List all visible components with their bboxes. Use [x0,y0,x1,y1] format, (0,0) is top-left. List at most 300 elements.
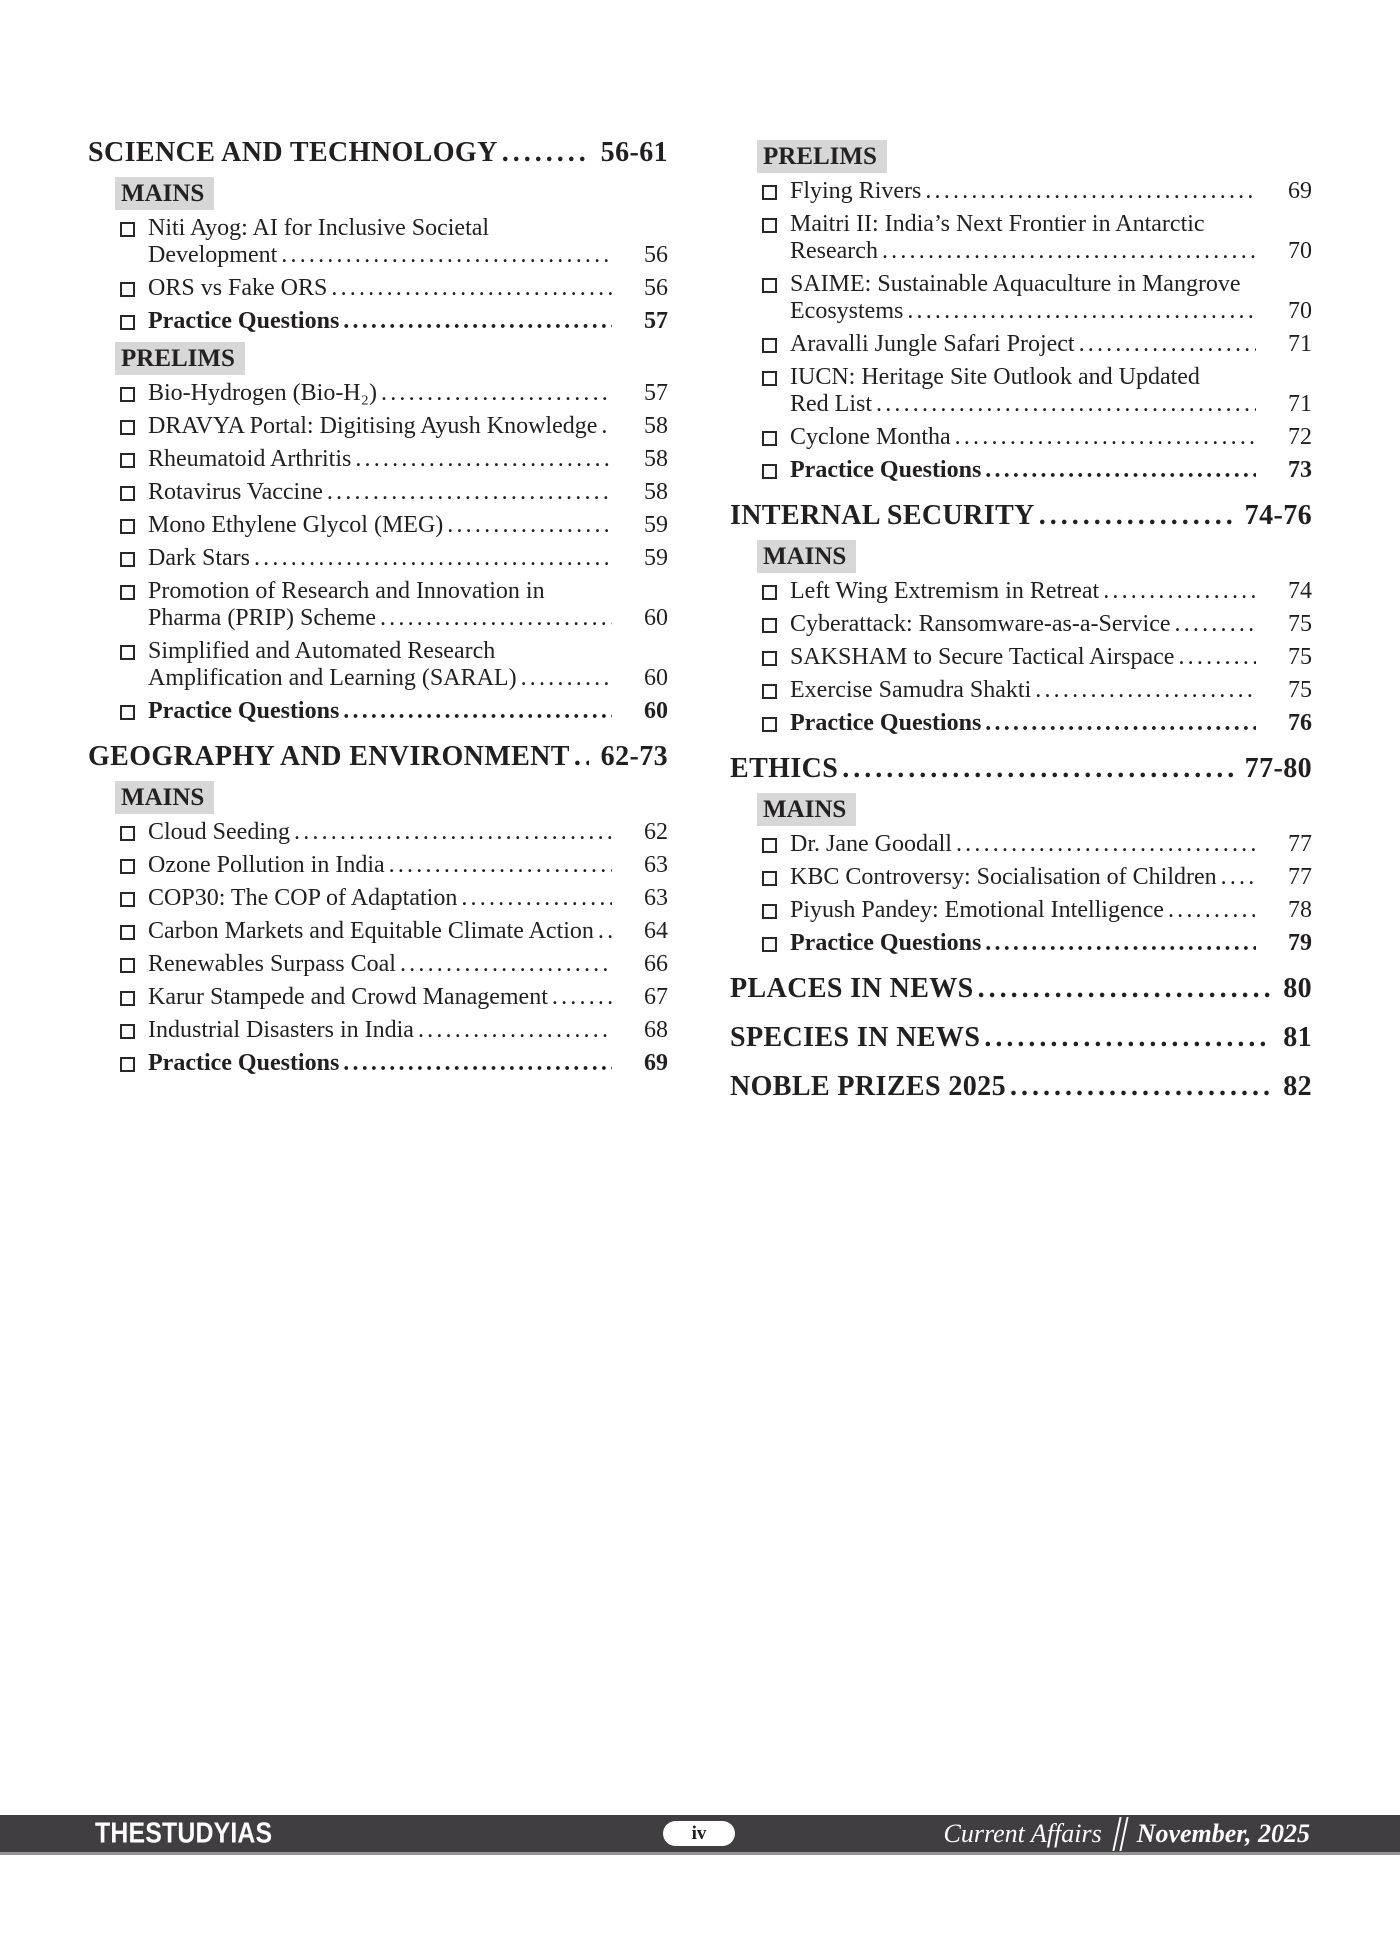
item-text: Practice Questions [790,457,982,483]
dot-leader [396,951,612,978]
item-text: Mono Ethylene Glycol (MEG) [148,512,444,538]
toc-item[interactable] [118,308,668,335]
dot-leader [980,1021,1271,1055]
page-number: 62 [644,819,668,845]
page-number: 60 [644,698,668,724]
group-label: PRELIMS [115,342,245,375]
toc-item-body [148,479,668,506]
toc-item[interactable] [760,578,1312,605]
item-text: Rotavirus Vaccine [148,479,323,505]
item-text: KBC Controversy: Socialisation of Children [790,864,1217,890]
item-last-line [148,413,668,440]
toc-item-body [148,215,668,269]
square-bullet-icon [120,282,135,297]
item-text: Practice Questions [148,698,340,724]
square-bullet-icon [762,278,777,293]
item-text: Maitri II: India’s Next Frontier in Antarctic [790,211,1205,237]
square-bullet-icon [762,871,777,886]
item-text: Niti Ayog: AI for Inclusive Societal [148,215,490,241]
toc-item-body [148,638,668,692]
toc-column-left [88,136,668,1083]
toc-section [730,499,1312,737]
square-bullet-icon [762,185,777,200]
dot-leader [339,1050,612,1077]
section-title: PLACES IN NEWS [730,973,974,1004]
square-bullet-icon [120,315,135,330]
item-text: Practice Questions [148,1050,340,1076]
square-bullet-icon [120,645,135,660]
section-pages: 62-73 [600,741,668,772]
square-bullet-icon [762,937,777,952]
toc-column-right [730,136,1312,1104]
page-number: 60 [644,605,668,631]
item-last-line [790,930,1312,957]
item-last-line [790,298,1312,325]
dot-leader [339,308,612,335]
item-text: Development [148,242,278,268]
toc-item[interactable] [118,885,668,912]
page-number: 75 [1288,644,1312,670]
toc-section [730,972,1312,1006]
toc-item-body [148,698,668,725]
group-label: MAINS [757,793,856,826]
toc-item-body [148,984,668,1011]
toc-item-body [148,819,668,846]
item-text: Karur Stampede and Crowd Management [148,984,548,1010]
group-label-row [757,140,1312,173]
dot-leader [981,457,1256,484]
toc-item-body [790,677,1312,704]
item-last-line [790,864,1312,891]
item-last-line [790,644,1312,671]
item-text: Cloud Seeding [148,819,290,845]
item-text: DRAVYA Portal: Digitising Ayush Knowledge [148,413,598,439]
group-label: MAINS [115,781,214,814]
square-bullet-icon [120,222,135,237]
page-number: 57 [644,380,668,406]
item-text: Dark Stars [148,545,250,571]
toc-item-body [790,364,1312,418]
square-bullet-icon [120,925,135,940]
toc-item-body [790,930,1312,957]
item-last-line [790,424,1312,451]
square-bullet-icon [762,838,777,853]
section-title-row[interactable] [730,1021,1312,1055]
group-label-row [115,177,668,210]
section-title: GEOGRAPHY AND ENVIRONMENT [88,741,570,772]
page-number: 71 [1288,331,1312,357]
toc-item[interactable] [760,611,1312,638]
section-title: INTERNAL SECURITY [730,500,1035,531]
item-text: Practice Questions [790,710,982,736]
page-number: 79 [1288,930,1312,956]
section-title-row[interactable] [730,752,1312,786]
dot-leader [1217,864,1256,891]
item-text: Pharma (PRIP) Scheme [148,605,376,631]
square-bullet-icon [762,371,777,386]
page-number: 76 [1288,710,1312,736]
dot-leader [351,446,612,473]
item-last-line [148,819,668,846]
square-bullet-icon [120,958,135,973]
page-number: 69 [644,1050,668,1076]
toc-item[interactable] [760,331,1312,358]
page-number: 75 [1288,611,1312,637]
group-label: MAINS [757,540,856,573]
section-title-row[interactable] [730,972,1312,1006]
item-text: Exercise Samudra Shakti [790,677,1032,703]
toc-item[interactable] [118,819,668,846]
dot-leader [981,710,1256,737]
section-pages: 81 [1283,1022,1312,1053]
dot-leader [498,136,589,170]
item-last-line [790,331,1312,358]
item-text: SAIME: Sustainable Aquaculture in Mangrove [790,271,1241,297]
double-slash-divider [1112,1817,1128,1851]
toc-item[interactable] [760,677,1312,704]
item-last-line [148,512,668,539]
square-bullet-icon [762,717,777,732]
page-number: 58 [644,413,668,439]
item-last-line [148,951,668,978]
dot-leader [594,918,612,945]
group-label-row [757,540,1312,573]
square-bullet-icon [762,618,777,633]
toc-item-body [148,380,668,407]
toc-section [730,1070,1312,1104]
dot-leader [570,740,589,774]
toc-section [730,140,1312,484]
toc-item-body [790,611,1312,638]
page-number: 70 [1288,238,1312,264]
square-bullet-icon [120,1024,135,1039]
section-title: ETHICS [730,753,839,784]
page-number: 56 [644,275,668,301]
section-pages: 82 [1283,1071,1312,1102]
toc-item[interactable] [760,644,1312,671]
page-number: 63 [644,885,668,911]
toc-section [88,136,668,725]
item-last-line [148,1050,668,1077]
page-number: 58 [644,479,668,505]
dot-leader [1171,611,1257,638]
toc-section [730,1021,1312,1055]
page-number: 67 [644,984,668,1010]
dot-leader [903,298,1256,325]
page-number: 74 [1288,578,1312,604]
toc-item-body [148,275,668,302]
item-text: IUCN: Heritage Site Outlook and Updated [790,364,1200,390]
page-number-roman: iv [691,1822,707,1844]
dot-leader [548,984,612,1011]
square-bullet-icon [120,1057,135,1072]
item-text: Red List [790,391,872,417]
item-text: Research [790,238,878,264]
dot-leader [1174,644,1256,671]
section-pages: 77-80 [1244,753,1312,784]
dot-leader [981,930,1256,957]
toc-item[interactable] [118,852,668,879]
section-title-row[interactable] [730,499,1312,533]
square-bullet-icon [120,991,135,1006]
item-last-line [790,831,1312,858]
square-bullet-icon [120,585,135,600]
dot-leader [872,391,1256,418]
item-text: Piyush Pandey: Emotional Intelligence [790,897,1164,923]
item-last-line [148,918,668,945]
item-text: Promotion of Research and Innovation in [148,578,545,604]
section-title: NOBLE PRIZES 2025 [730,1071,1006,1102]
item-last-line [148,698,668,725]
dot-leader [597,413,612,440]
toc-item-body [148,308,668,335]
dot-leader [1164,897,1256,924]
page-number: 66 [644,951,668,977]
toc-item-body [148,413,668,440]
page-number: 77 [1288,831,1312,857]
square-bullet-icon [120,705,135,720]
item-last-line [790,391,1312,418]
page-number: 63 [644,852,668,878]
toc-item[interactable] [760,364,1312,418]
toc-item-body [790,831,1312,858]
toc-item-body [790,178,1312,205]
item-text: Bio-Hydrogen (Bio-H₂) [148,380,377,406]
toc-item[interactable] [118,275,668,302]
toc-item[interactable] [760,211,1312,265]
square-bullet-icon [120,552,135,567]
dot-leader [376,605,612,632]
page-number: 59 [644,545,668,571]
page-number: 75 [1288,677,1312,703]
square-bullet-icon [762,585,777,600]
item-text: Industrial Disasters in India [148,1017,414,1043]
toc-item-body [148,951,668,978]
toc-item[interactable] [118,446,668,473]
toc-item-body [148,1050,668,1077]
page-number: 64 [644,918,668,944]
dot-leader [517,665,612,692]
toc-item-body [148,1017,668,1044]
dot-leader [414,1017,612,1044]
issue-date: November, 2025 [1136,1818,1310,1848]
page-number: 56 [644,242,668,268]
square-bullet-icon [762,218,777,233]
square-bullet-icon [762,684,777,699]
toc-item-body [790,864,1312,891]
item-text: Rheumatoid Arthritis [148,446,352,472]
item-last-line [790,677,1312,704]
dot-leader [323,479,612,506]
item-text: SAKSHAM to Secure Tactical Airspace [790,644,1175,670]
item-text: Left Wing Extremism in Retreat [790,578,1100,604]
toc-item[interactable] [760,271,1312,325]
toc-item[interactable] [118,413,668,440]
square-bullet-icon [762,904,777,919]
item-last-line [790,457,1312,484]
item-text: Practice Questions [790,930,982,956]
brand-logo: THESTUDYIAS [95,1817,273,1849]
toc-item[interactable] [118,1050,668,1077]
group-label: MAINS [115,177,214,210]
item-text: Practice Questions [148,308,340,334]
toc-item[interactable] [118,951,668,978]
square-bullet-icon [762,431,777,446]
dot-leader [250,545,612,572]
toc-item[interactable] [118,918,668,945]
toc-item[interactable] [760,897,1312,924]
item-text: COP30: The COP of Adaptation [148,885,458,911]
publication-name: Current Affairs [943,1818,1102,1848]
toc-item[interactable] [118,578,668,632]
footer-meta [943,1815,1310,1852]
page-number: 60 [644,665,668,691]
square-bullet-icon [762,651,777,666]
item-last-line [790,178,1312,205]
toc-item[interactable] [118,215,668,269]
toc-item[interactable] [118,380,668,407]
dot-leader [277,242,612,269]
toc-item[interactable] [760,831,1312,858]
item-last-line [148,885,668,912]
toc-item[interactable] [760,457,1312,484]
page-number: 59 [644,512,668,538]
toc-item-body [148,885,668,912]
item-last-line [790,897,1312,924]
page-number-pill [663,1821,735,1846]
dot-leader [327,275,612,302]
section-pages: 80 [1283,973,1312,1004]
group-label-row [115,781,668,814]
dot-leader [385,852,612,879]
dot-leader [1006,1070,1271,1104]
item-last-line [790,578,1312,605]
group-label-row [757,793,1312,826]
page-number: 73 [1288,457,1312,483]
toc-item[interactable] [760,178,1312,205]
dot-leader [952,831,1256,858]
toc-section [88,740,668,1077]
page-number: 70 [1288,298,1312,324]
item-text: Cyclone Montha [790,424,951,450]
item-text: Dr. Jane Goodall [790,831,952,857]
item-last-line [790,238,1312,265]
dot-leader [1035,499,1233,533]
footer-bar [0,1815,1400,1855]
toc-item-body [148,578,668,632]
toc-section [730,752,1312,957]
dot-leader [339,698,612,725]
toc-item-body [148,852,668,879]
section-title: SCIENCE AND TECHNOLOGY [88,137,498,168]
dot-leader [290,819,612,846]
square-bullet-icon [120,859,135,874]
dot-leader [974,972,1272,1006]
square-bullet-icon [120,420,135,435]
item-last-line [790,710,1312,737]
toc-item[interactable] [760,424,1312,451]
item-last-line [148,545,668,572]
page-number: 71 [1288,391,1312,417]
dot-leader [457,885,612,912]
item-last-line [148,446,668,473]
toc-item-body [790,644,1312,671]
item-last-line [148,308,668,335]
toc-item[interactable] [118,545,668,572]
toc-item-body [790,331,1312,358]
square-bullet-icon [120,453,135,468]
toc-item-body [148,918,668,945]
section-title-row[interactable] [88,740,668,774]
dot-leader [443,512,612,539]
group-label-row [115,342,668,375]
page-number: 57 [644,308,668,334]
section-title-row[interactable] [730,1070,1312,1104]
page-number: 77 [1288,864,1312,890]
toc-item-body [790,271,1312,325]
item-text: Ecosystems [790,298,904,324]
item-text: Flying Rivers [790,178,922,204]
item-last-line [148,380,668,407]
dot-leader [377,380,612,407]
toc-item[interactable] [118,698,668,725]
section-pages: 56-61 [600,137,668,168]
item-text: ORS vs Fake ORS [148,275,328,301]
toc-item-body [148,512,668,539]
square-bullet-icon [120,892,135,907]
item-last-line [148,1017,668,1044]
toc-item[interactable] [760,930,1312,957]
toc-item-body [148,446,668,473]
toc-item-body [148,545,668,572]
item-last-line [148,665,668,692]
page-number: 78 [1288,897,1312,923]
toc-item[interactable] [118,638,668,692]
dot-leader [838,752,1232,786]
item-last-line [790,611,1312,638]
dot-leader [921,178,1256,205]
toc-item[interactable] [118,512,668,539]
toc-item-body [790,710,1312,737]
toc-item-body [790,578,1312,605]
toc-item[interactable] [118,984,668,1011]
page-number: 68 [644,1017,668,1043]
dot-leader [951,424,1256,451]
item-text: Cyberattack: Ransomware-as-a-Service [790,611,1171,637]
toc-item-body [790,424,1312,451]
square-bullet-icon [120,387,135,402]
group-label: PRELIMS [757,140,887,173]
dot-leader [1075,331,1256,358]
dot-leader [1099,578,1256,605]
section-title-row[interactable] [88,136,668,170]
item-text: Aravalli Jungle Safari Project [790,331,1075,357]
square-bullet-icon [120,826,135,841]
item-last-line [148,275,668,302]
toc-item[interactable] [760,710,1312,737]
square-bullet-icon [120,519,135,534]
toc-item-body [790,457,1312,484]
section-pages: 74-76 [1244,500,1312,531]
toc-item[interactable] [118,479,668,506]
toc-item[interactable] [118,1017,668,1044]
section-title: SPECIES IN NEWS [730,1022,981,1053]
square-bullet-icon [120,486,135,501]
square-bullet-icon [762,338,777,353]
page-number: 69 [1288,178,1312,204]
toc-item[interactable] [760,864,1312,891]
item-text: Simplified and Automated Research [148,638,496,664]
